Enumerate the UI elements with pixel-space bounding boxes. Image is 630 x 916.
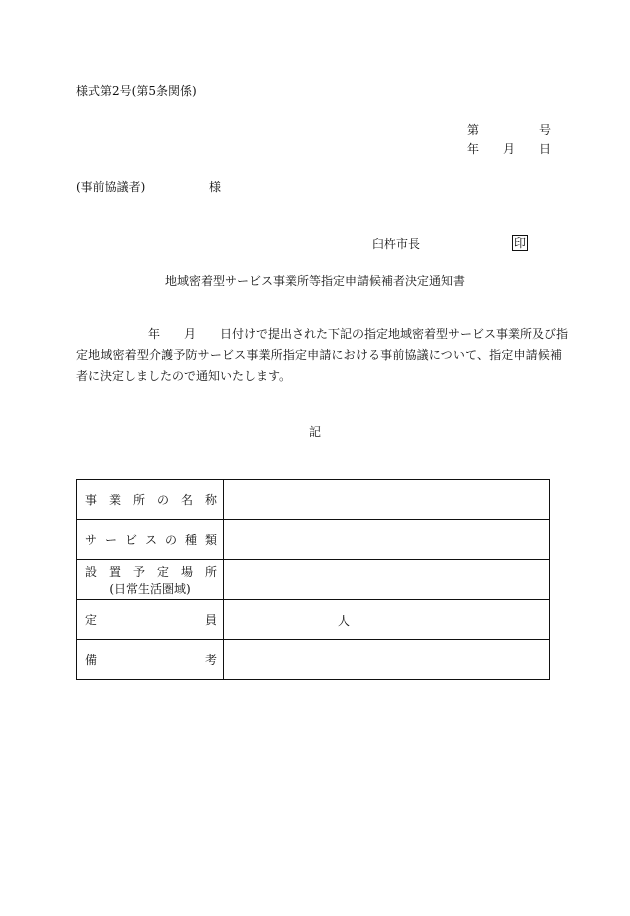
table-row (77, 520, 550, 560)
seal-mark: 印 (514, 236, 527, 250)
row-label: 設置予定場所 (85, 564, 217, 579)
table-row (77, 480, 550, 520)
body-paragraph (76, 324, 569, 387)
facility-name-field[interactable] (224, 480, 550, 520)
number-prefix: 第 (467, 123, 480, 137)
addressee (76, 180, 222, 194)
date-year: 年 (467, 142, 480, 156)
row-label: 定員 (85, 613, 217, 627)
table-row (77, 600, 550, 640)
row-sublabel: (日常生活圏域) (109, 581, 191, 596)
details-table (76, 479, 550, 680)
table-row (77, 560, 550, 600)
sender-title: 臼杵市長 (372, 237, 421, 251)
form-number-label: 様式第2号(第5条関係) (76, 84, 197, 98)
remarks-field[interactable] (224, 640, 550, 680)
capacity-unit: 人 (338, 614, 351, 628)
planned-location-field[interactable] (224, 560, 550, 600)
table-row (77, 640, 550, 680)
document-title: 地域密着型サービス事業所等指定申請候補者決定通知書 (164, 274, 465, 288)
row-label-cell (77, 640, 224, 680)
date-day: 日 (539, 142, 552, 156)
row-label: 備考 (85, 653, 217, 667)
body-line: 定地域密着型介護予防サービス事業所指定申請における事前協議について、指定申請候補 (76, 348, 562, 362)
ki-heading: 記 (308, 425, 321, 439)
row-label: 事業所の名称 (85, 493, 217, 507)
row-label-cell (77, 560, 224, 600)
number-suffix: 号 (539, 123, 552, 137)
body-line: 年 月 日付けで提出された下記の指定地域密着型サービス事業所及び指 (76, 327, 569, 341)
row-label-cell (77, 480, 224, 520)
capacity-field[interactable] (224, 600, 550, 640)
body-line: 者に決定しましたので通知いたします。 (76, 369, 292, 383)
row-label-cell (77, 600, 224, 640)
addressee-label: (事前協議者) (76, 180, 146, 194)
addressee-honorific: 様 (209, 180, 222, 194)
row-label-cell (77, 520, 224, 560)
date-month: 月 (503, 142, 516, 156)
service-type-field[interactable] (224, 520, 550, 560)
row-label: サービスの種類 (85, 533, 217, 547)
